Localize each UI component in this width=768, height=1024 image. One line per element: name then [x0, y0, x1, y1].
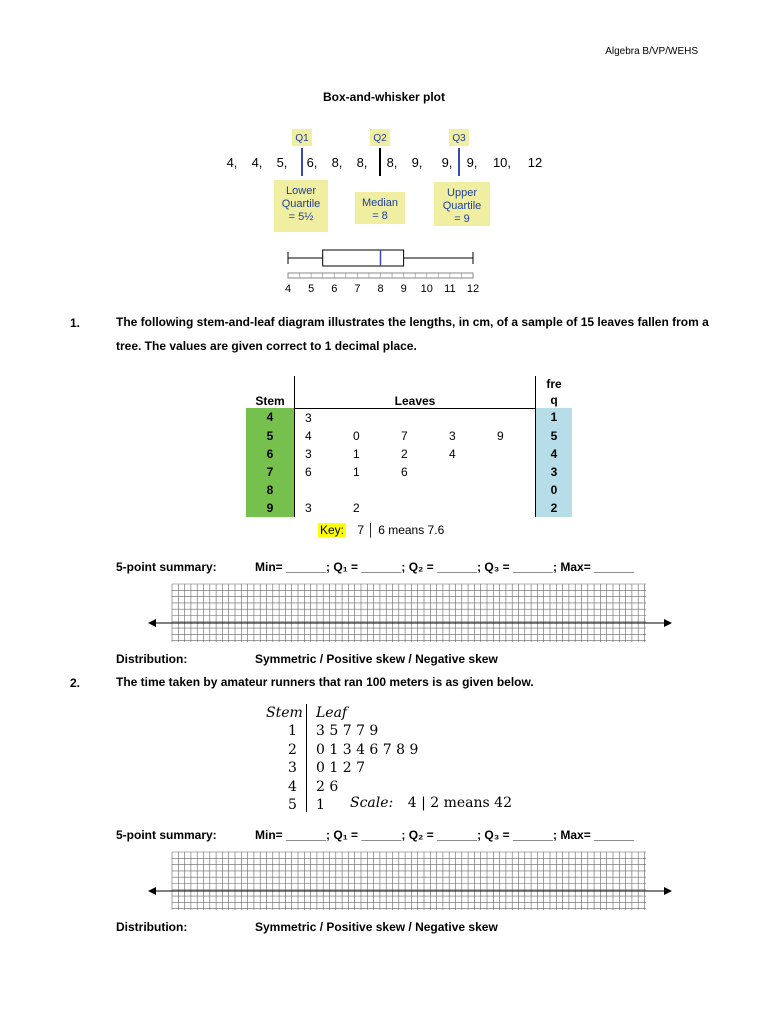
box-whisker-diagram [285, 250, 479, 295]
leaf-cell: 4 [449, 446, 456, 461]
leaf-cell: 9 [497, 428, 504, 443]
quartile-box-text: = 5½ [288, 211, 314, 223]
quartile-box-text: Median [361, 197, 399, 209]
quartile-box-text: Quartile [442, 200, 482, 212]
stem-value: 3 [288, 760, 297, 776]
quartile-boxes [274, 180, 490, 232]
quartile-box-text: Quartile [281, 198, 321, 210]
arrow-right-icon [664, 887, 672, 895]
freq-cell: 3 [536, 463, 573, 481]
box-plot-figure [220, 120, 550, 300]
axis-tick-label: 5 [308, 283, 315, 295]
quartile-box-text: Upper [447, 187, 477, 199]
leaf-cell [487, 463, 536, 481]
sequence-number: 9, [466, 155, 478, 170]
table-row [246, 427, 572, 445]
axis-tick-label: 6 [331, 283, 338, 295]
leaf-cell [439, 408, 487, 427]
leaf-header-2: Leaf [316, 705, 348, 721]
stem-value: 5 [288, 797, 297, 813]
sequence-number: 8, [331, 155, 343, 170]
stem-header-2: Stem [266, 705, 303, 721]
stem-cell: 7 [246, 463, 295, 481]
leaf-value: 0 1 2 7 [316, 760, 365, 776]
summary-fields-1[interactable]: Min= ______; Q₁ = ______; Q₂ = ______; Q₃ = ______; Max= ______ [255, 560, 635, 574]
leaf-cell [439, 481, 487, 499]
arrow-right-icon [664, 619, 672, 627]
stem-header: Stem [246, 376, 295, 408]
distribution-label-1: Distribution: [116, 652, 188, 666]
quartile-labels [292, 129, 469, 146]
axis-tick-label: 4 [284, 283, 292, 295]
stem-cell: 8 [246, 481, 295, 499]
leaf-cell: 4 [305, 428, 312, 443]
leaf-value: 0 1 3 4 6 7 8 9 [316, 741, 419, 758]
freq-cell: 2 [536, 499, 573, 517]
leaf-cell [487, 408, 536, 427]
distribution-label-2: Distribution: [116, 920, 188, 934]
stem-leaf-table-1 [246, 376, 572, 517]
leaf-cell [487, 499, 536, 517]
arrow-left-icon [148, 619, 156, 627]
page-header: Algebra B/VP/WEHS [605, 46, 698, 57]
distribution-options-2[interactable]: Symmetric / Positive skew / Negative skew [255, 920, 498, 934]
sequence-number: 4, [226, 155, 238, 170]
scale [350, 794, 512, 813]
freq-cell: 1 [536, 408, 573, 427]
leaf-cell [391, 481, 439, 499]
sequence-number: 8, [386, 155, 398, 170]
leaf-cell [439, 463, 487, 481]
leaf-cell: 0 [353, 428, 360, 443]
leaf-cell: 3 [305, 500, 312, 515]
question-2-text: The time taken by amateur runners that ran 100 meters is as given below. [116, 675, 534, 689]
leaf-cell: 1 [353, 446, 360, 461]
stem-cell: 6 [246, 445, 295, 463]
table-row [246, 499, 572, 517]
leaf-cell [343, 481, 391, 499]
grid-number-line-1[interactable] [146, 580, 674, 646]
quartile-dividers [302, 148, 459, 176]
freq-cell: 0 [536, 481, 573, 499]
stem-divider [306, 704, 307, 812]
table-row [246, 445, 572, 463]
leaves-header: Leaves [295, 376, 536, 408]
axis-tick-label: 7 [354, 283, 361, 295]
grid-number-line-2[interactable] [146, 848, 674, 914]
leaf-value: 2 6 [316, 778, 339, 795]
leaf-cell: 3 [449, 428, 456, 443]
stem-value: 2 [288, 741, 297, 758]
q-label: Q3 [452, 133, 466, 144]
sequence-number: 9, [441, 155, 453, 170]
table-row [246, 463, 572, 481]
leaf-cell [439, 499, 487, 517]
leaf-value: 1 [316, 797, 325, 813]
sequence-number: 6, [306, 155, 318, 170]
axis-tick-label: 10 [420, 283, 433, 295]
leaf-cell: 6 [401, 464, 408, 479]
freq-cell: 5 [536, 427, 573, 445]
leaf-cell: 7 [401, 428, 408, 443]
page-title: Box-and-whisker plot [322, 90, 445, 104]
q-label: Q2 [373, 133, 387, 144]
leaf-cell [487, 481, 536, 499]
leaf-cell: 6 [305, 464, 312, 479]
leaf-cell [391, 408, 439, 427]
freq-cell: 4 [536, 445, 573, 463]
table-row [246, 481, 572, 499]
axis-tick-label: 9 [400, 283, 407, 295]
key-text: 7 │ 6 means 7.6 [357, 523, 445, 537]
sequence-number: 8, [356, 155, 368, 170]
sequence-number: 12 [527, 155, 543, 170]
leaf-cell [487, 445, 536, 463]
quartile-box-text: = 9 [454, 213, 470, 225]
iqr-box [323, 250, 404, 266]
leaf-cell: 2 [353, 500, 360, 515]
scale-label: Scale: [350, 795, 394, 811]
summary-fields-2[interactable]: Min= ______; Q₁ = ______; Q₂ = ______; Q₃ = ______; Max= ______ [255, 828, 635, 842]
question-1-text: The following stem-and-leaf diagram illustrates the lengths, in cm, of a sample of 15 leaves fallen from a tree. The values are given correct to 1 decimal place. [116, 315, 709, 353]
leaf-cell: 3 [305, 410, 312, 425]
leaf-cell: 3 [305, 446, 312, 461]
leaf-cell: 1 [353, 464, 360, 479]
question-2-number: 2. [70, 676, 81, 690]
leaf-value: 3 5 7 7 9 [316, 723, 379, 739]
key [318, 523, 444, 537]
axis-tick-label: 11 [444, 283, 456, 295]
stem-cell: 9 [246, 499, 295, 517]
question-1-number: 1. [70, 316, 81, 330]
quartile-box-text: = 8 [372, 210, 388, 222]
freq-header-top: fre [546, 377, 562, 391]
stem-cell: 4 [246, 408, 295, 427]
axis-tick-label: 8 [377, 283, 384, 295]
summary-label-2: 5-point summary: [116, 828, 217, 842]
sequence-number: 9, [411, 155, 423, 170]
leaf-cell [391, 499, 439, 517]
leaf-cell [343, 408, 391, 427]
data-sequence [227, 155, 543, 170]
distribution-options-1[interactable]: Symmetric / Positive skew / Negative skew [255, 652, 498, 666]
key-label: Key: [320, 523, 345, 537]
leaf-cell: 2 [401, 446, 408, 461]
scale-text: 4 | 2 means 42 [407, 795, 512, 811]
q-label: Q1 [295, 133, 309, 144]
axis-tick-label: 12 [466, 283, 480, 295]
quartile-box-text: Lower [286, 185, 316, 197]
stem-value: 1 [288, 723, 297, 739]
stem-cell: 5 [246, 427, 295, 445]
freq-header-bottom: q [550, 393, 558, 407]
summary-label-1: 5-point summary: [116, 560, 217, 574]
sequence-number: 10, [492, 155, 512, 170]
sequence-number: 4, [251, 155, 263, 170]
freq-header [536, 376, 573, 408]
table-row [246, 408, 572, 427]
sequence-number: 5, [276, 155, 288, 170]
arrow-left-icon [148, 887, 156, 895]
stem-value: 4 [288, 778, 297, 795]
leaf-cell [295, 481, 344, 499]
